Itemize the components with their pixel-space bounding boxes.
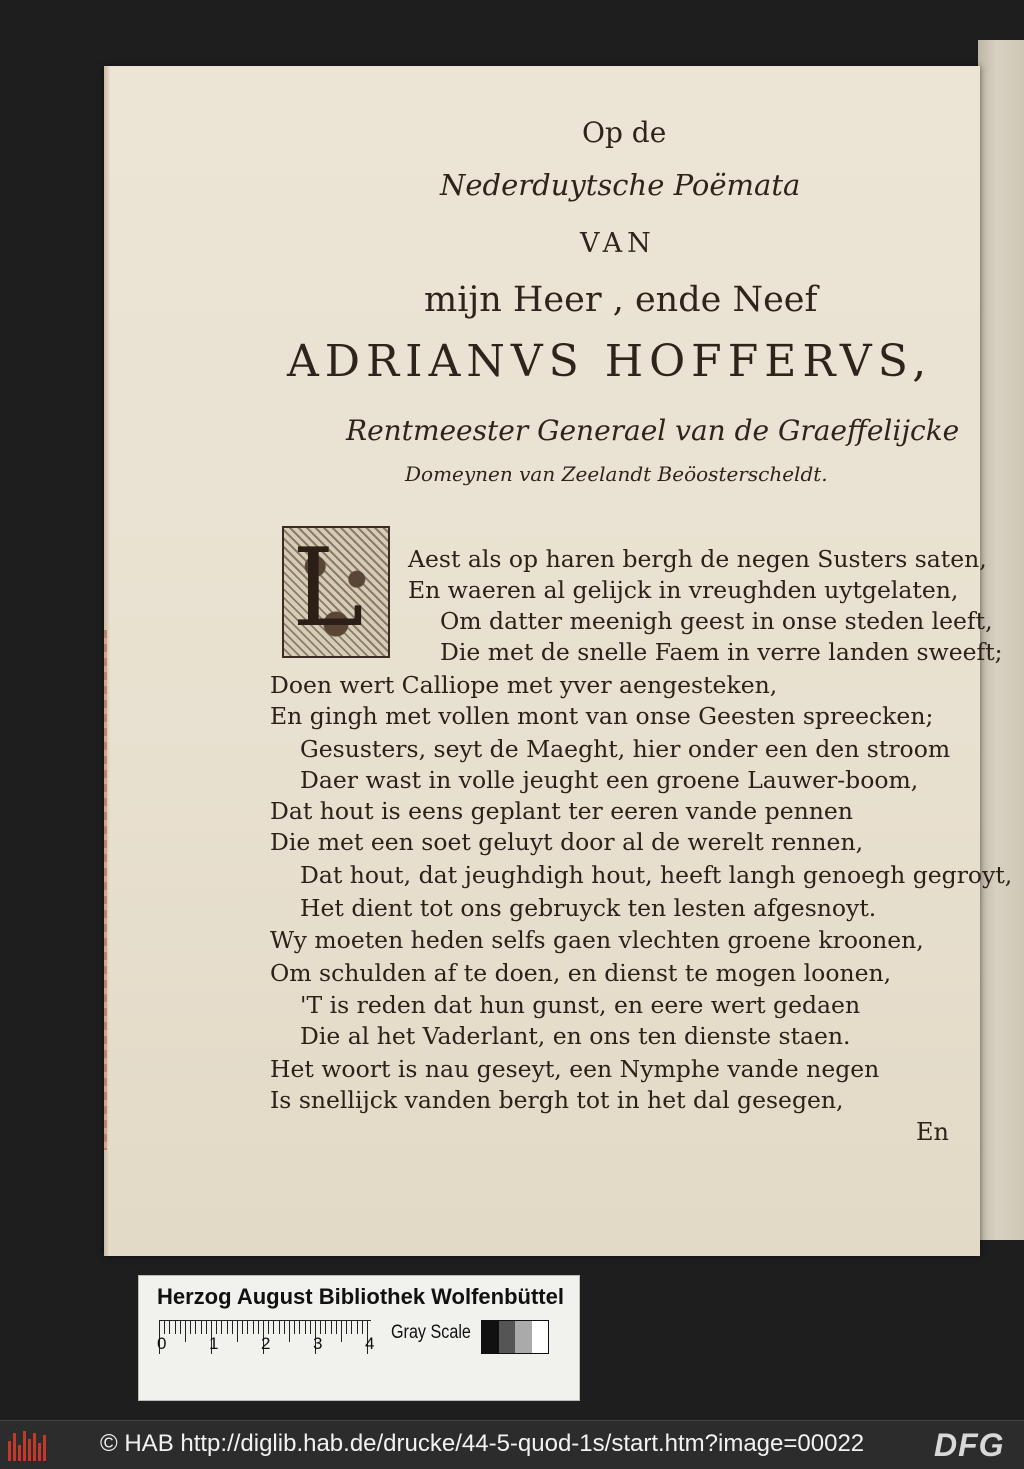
verse-line: Die met een soet geluyt door al de werelt rennen, xyxy=(270,828,864,856)
ruler-tick xyxy=(268,1320,269,1334)
logo-bar xyxy=(28,1439,31,1461)
catchword: En xyxy=(916,1118,949,1146)
verse-line: Om schulden af te doen, en dienst te mogen loonen, xyxy=(270,959,892,987)
ruler-tick xyxy=(331,1320,332,1334)
ruler-number: 4 xyxy=(365,1334,375,1353)
verse-line: Het dient tot ons gebruyck ten lesten afgesnoyt. xyxy=(300,894,877,922)
verse-line: En gingh met vollen mont van onse Geesten spreecken; xyxy=(270,702,934,730)
ruler-tick xyxy=(284,1320,285,1334)
ruler-number: 2 xyxy=(261,1334,271,1353)
ruler-tick xyxy=(279,1320,280,1334)
ruler-tick xyxy=(185,1320,186,1342)
logo-bar xyxy=(38,1443,41,1461)
red-page-edge xyxy=(104,630,107,1150)
logo-bar xyxy=(13,1433,16,1461)
ruler-tick xyxy=(273,1320,274,1334)
ruler-tick xyxy=(190,1320,191,1334)
ruler-tick xyxy=(258,1320,259,1334)
gray-scale-label: Gray Scale xyxy=(391,1322,471,1343)
ruler-tick xyxy=(357,1320,358,1334)
title-line-1: Op de xyxy=(582,116,667,149)
ruler-tick xyxy=(346,1320,347,1334)
verse-line: Is snellijck vanden bergh tot in het dal gesegen, xyxy=(270,1086,844,1114)
viewer-footer xyxy=(0,1420,1024,1469)
title-line-6: Rentmeester Generael van de Graeffelijcke xyxy=(346,414,960,447)
ruler-tick xyxy=(325,1320,326,1334)
ruler-tick xyxy=(232,1320,233,1334)
ruler-tick xyxy=(253,1320,254,1334)
ruler-tick xyxy=(164,1320,165,1334)
verse-line: Daer wast in volle jeught een groene Lauwer-boom, xyxy=(300,766,919,794)
logo-bar xyxy=(43,1435,46,1461)
ruler-tick xyxy=(221,1320,222,1334)
gray-step xyxy=(482,1321,499,1353)
verse-line: Gesusters, seyt de Maeght, hier onder een den stroom xyxy=(300,735,951,763)
ruler-tick xyxy=(180,1320,181,1334)
verse-line: Het woort is nau geseyt, een Nymphe vande negen xyxy=(270,1055,880,1083)
hab-barcode-logo-icon[interactable] xyxy=(8,1431,48,1461)
title-line-7: Domeynen van Zeelandt Beöosterscheldt. xyxy=(405,462,828,486)
logo-bar xyxy=(18,1445,21,1461)
ruler-tick xyxy=(216,1320,217,1334)
verse-line: Doen wert Calliope met yver aengesteken, xyxy=(270,671,778,699)
ruler-tick xyxy=(206,1320,207,1334)
ruler-tick xyxy=(294,1320,295,1334)
gray-step xyxy=(499,1321,516,1353)
verse-line: Die al het Vaderlant, en ons ten dienste staen. xyxy=(300,1022,851,1050)
ruler-number: 3 xyxy=(313,1334,323,1353)
title-line-3: VAN xyxy=(580,228,656,259)
ruler-tick xyxy=(305,1320,306,1334)
verse-line: Dat hout is eens geplant ter eeren vande pennen xyxy=(270,797,853,825)
verse-line: Aest als op haren bergh de negen Susters saten, xyxy=(408,545,987,573)
title-line-4: mijn Heer , ende Neef xyxy=(424,280,818,320)
card-title: Herzog August Bibliothek Wolfenbüttel xyxy=(157,1284,564,1309)
verse-line: Om datter meenigh geest in onse steden leeft, xyxy=(440,607,993,635)
ruler-tick xyxy=(201,1320,202,1334)
ruler-tick xyxy=(362,1320,363,1334)
color-reference-card xyxy=(138,1275,580,1401)
verse-line: En waeren al gelijck in vreughden uytgelaten, xyxy=(408,576,959,604)
title-line-2: Nederduytsche Poëmata xyxy=(440,168,801,202)
ruler-tick xyxy=(310,1320,311,1334)
ruler-tick xyxy=(351,1320,352,1334)
ruler-tick xyxy=(320,1320,321,1334)
ruler-number: 1 xyxy=(209,1334,219,1353)
ruler-tick xyxy=(175,1320,176,1334)
ruler-tick xyxy=(247,1320,248,1334)
ruler-tick xyxy=(289,1320,290,1342)
logo-bar xyxy=(23,1431,26,1461)
ruler-tick xyxy=(169,1320,170,1334)
decorated-initial xyxy=(282,526,390,658)
gray-step xyxy=(532,1321,549,1353)
decorated-initial-letter: L xyxy=(292,526,364,651)
ruler-tick xyxy=(341,1320,342,1342)
ruler-tick xyxy=(195,1320,196,1334)
ruler-tick xyxy=(336,1320,337,1334)
verse-line: 'T is reden dat hun gunst, en eere wert gedaen xyxy=(300,991,861,1019)
ruler-tick xyxy=(227,1320,228,1334)
logo-bar xyxy=(33,1433,36,1461)
ruler-number: 0 xyxy=(157,1334,167,1353)
ruler-tick xyxy=(237,1320,238,1342)
dfg-logo[interactable]: DFG xyxy=(934,1427,1005,1463)
ruler-tick xyxy=(242,1320,243,1334)
ruler-tick xyxy=(299,1320,300,1334)
logo-bar xyxy=(8,1441,11,1461)
verse-line: Die met de snelle Faem in verre landen sweeft; xyxy=(440,638,1003,666)
verse-line: Dat hout, dat jeughdigh hout, heeft langh genoegh gegroyt, xyxy=(300,861,1013,889)
gray-scale-swatch xyxy=(481,1320,549,1354)
permalink-url[interactable]: © HAB http://diglib.hab.de/drucke/44-5-quod-1s/start.htm?image=00022 xyxy=(100,1430,865,1457)
gray-step xyxy=(515,1321,532,1353)
verse-line: Wy moeten heden selfs gaen vlechten groene kroonen, xyxy=(270,926,924,954)
title-line-5: ADRIANVS HOFFERVS, xyxy=(287,336,933,387)
